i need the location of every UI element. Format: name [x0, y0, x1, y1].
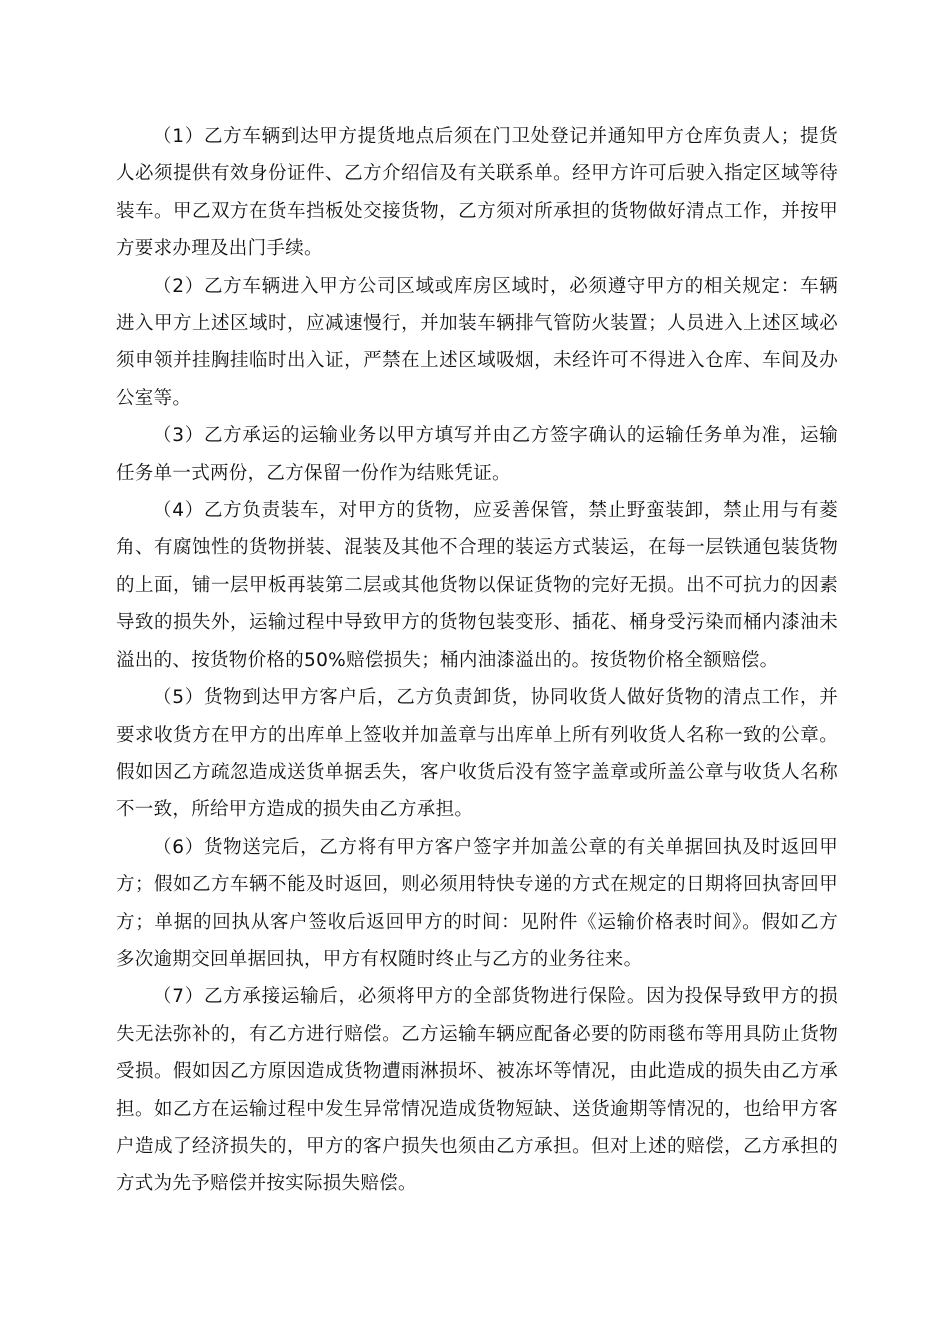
clause-5: （5）货物到达甲方客户后，乙方负责卸货，协同收货人做好货物的清点工作，并要求收货方在甲方的出库单上签收并加盖章与出库单上所有列收货人名称一致的公章。假如因乙方疏忽造成送货单据丢失，客户收货后没有签字盖章或所盖公章与收货人名称不一致，所给甲方造成的损失由乙方承担。: [116, 687, 838, 821]
clause-2: （2）乙方车辆进入甲方公司区域或库房区域时，必须遵守甲方的相关规定：车辆进入甲方上述区域时，应减速慢行，并加装车辆排气管防火装置；人员进入上述区域必须申领并挂胸挂临时出入证，严禁在上述区域吸烟，未经许可不得进入仓库、车间及办公室等。: [116, 275, 838, 409]
clause-1: （1）乙方车辆到达甲方提货地点后须在门卫处登记并通知甲方仓库负责人；提货人必须提供有效身份证件、乙方介绍信及有关联系单。经甲方许可后驶入指定区域等待装车。甲乙双方在货车挡板处交接货物，乙方须对所承担的货物做好清点工作，并按甲方要求办理及出门手续。: [116, 126, 838, 260]
clause-6: （6）货物送完后，乙方将有甲方客户签字并加盖公章的有关单据回执及时返回甲方；假如乙方车辆不能及时返回，则必须用特快专递的方式在规定的日期将回执寄回甲方；单据的回执从客户签收后返回甲方的时间：见附件《运输价格表时间》。假如乙方多次逾期交回单据回执，甲方有权随时终止与乙方的业务往来。: [116, 836, 838, 970]
clause-7: （7）乙方承接运输后，必须将甲方的全部货物进行保险。因为投保导致甲方的损失无法弥补的，有乙方进行赔偿。乙方运输车辆应配备必要的防雨毯布等用具防止货物受损。假如因乙方原因造成货物遭雨淋损坏、被冻坏等情况，由此造成的损失由乙方承担。如乙方在运输过程中发生异常情况造成货物短缺、送货逾期等情况的，也给甲方客户造成了经济损失的，甲方的客户损失也须由乙方承担。但对上述的赔偿，乙方承担的方式为先予赔偿并按实际损失赔偿。: [116, 986, 838, 1195]
document-body: [116, 118, 838, 1203]
clause-4: （4）乙方负责装车，对甲方的货物，应妥善保管，禁止野蛮装卸，禁止用与有菱角、有腐蚀性的货物拼装、混装及其他不合理的装运方式装运，在每一层铁通包装货物的上面，铺一层甲板再装第二层或其他货物以保证货物的完好无损。出不可抗力的因素导致的损失外，运输过程中导致甲方的货物包装变形、插花、桶身受污染而桶内漆油未溢出的、按货物价格的50%赔偿损失；桶内油漆溢出的。按货物价格全额赔偿。: [116, 500, 838, 671]
clause-3: （3）乙方承运的运输业务以甲方填写并由乙方签字确认的运输任务单为准，运输任务单一式两份，乙方保留一份作为结账凭证。: [116, 425, 838, 484]
